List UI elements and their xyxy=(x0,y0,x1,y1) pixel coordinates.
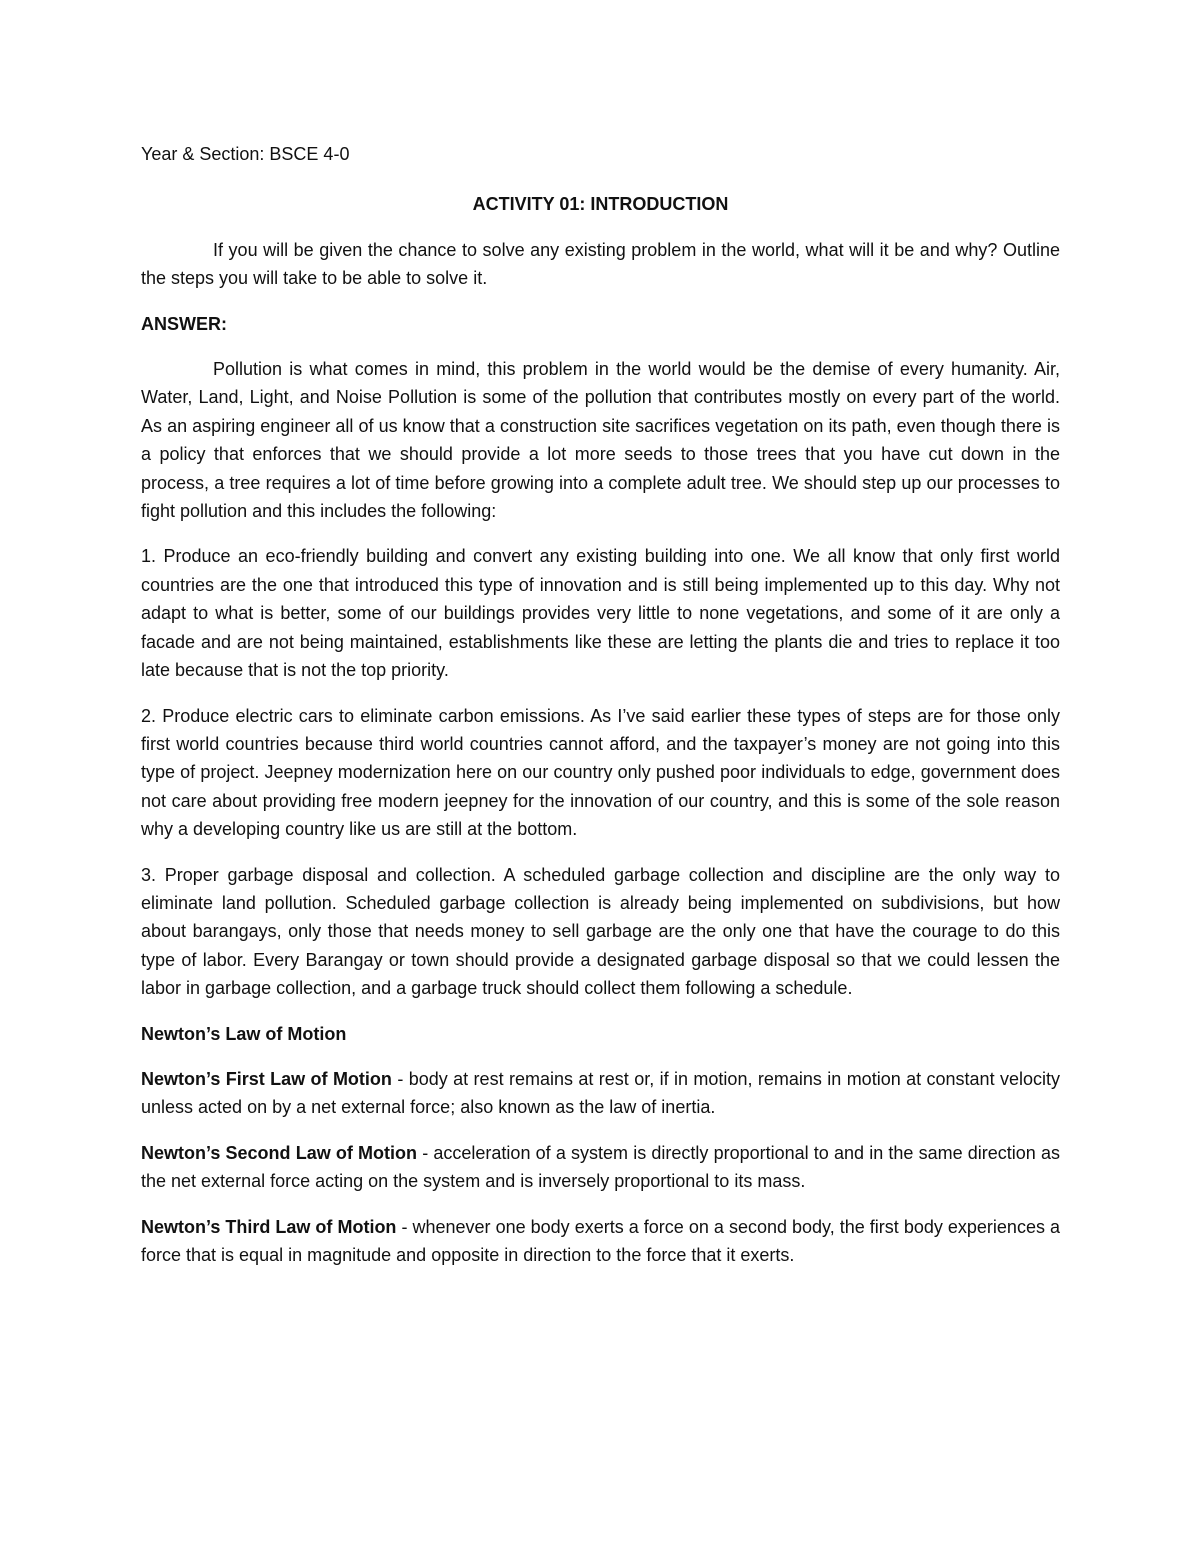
question-text: If you will be given the chance to solve any existing problem in the world, what will it be and why? Outline the steps you will take to be able to solve it. xyxy=(141,239,1060,289)
step-number: 2. xyxy=(141,705,157,726)
step-1 xyxy=(141,542,1060,684)
page-title: ACTIVITY 01: INTRODUCTION xyxy=(472,194,729,215)
step-text: Proper garbage disposal and collection. A scheduled garbage collection and discipline are the only way to eliminate land pollution. Scheduled garbage collection is already being implemented on subdivisions, but how about barangays, only those that needs money to sell garbage are the only one that have the courage to do this type of labor. Every Barangay or town should provide a designated garbage disposal so that we could lessen the labor in garbage collection, and a garbage truck should collect them following a schedule. xyxy=(141,864,1060,999)
intro-paragraph: Pollution is what comes in mind, this problem in the world would be the demise of every humanity. Air, Water, Land, Light, and Noise Pollution is some of the pollution that contributes mostly on every part of the world. As an aspiring engineer all of us know that a construction site sacrifices vegetation on its path, even though there is a policy that enforces that we should provide a lot more seeds to those trees that you have cut down in the process, a tree requires a lot of time before growing into a complete adult tree. We should step up our processes to fight pollution and this includes the following: xyxy=(141,359,1060,522)
year-section-line: Year & Section: BSCE 4-0 xyxy=(141,144,350,164)
step-text: Produce electric cars to eliminate carbon emissions. As I’ve said earlier these types of steps are for those only first world countries because third world countries cannot afford, and the taxpayer’s money are not going into this type of project. Jeepney modernization here on our country only pushed poor individuals to edge, government does not care about providing free modern jeepney for the innovation of our country, and this is some of the sole reason why a developing country like us are still at the bottom. xyxy=(141,705,1060,840)
step-number: 1. xyxy=(141,546,157,567)
law-text: - acceleration of a system is directly proportional to and in the same direction as the net external force acting on the system and is inversely proportional to its mass. xyxy=(141,1142,1061,1192)
step-text: Produce an eco-friendly building and convert any existing building into one. We all know that only first world countries are the one that introduced this type of innovation and is still being implemented up to this day. Why not adapt to what is better, some of our buildings provides very little to none vegetations, and some of it are only a facade and are not being maintained, establishments like these are letting the plants die and tries to replace it too late because that is not the top priority. xyxy=(141,546,1060,681)
answer-label: ANSWER: xyxy=(141,313,227,334)
law-text: - body at rest remains at rest or, if in motion, remains in motion at constant velocity unless acted on by a net external force; also known as the law of inertia. xyxy=(141,1068,1060,1118)
document-page xyxy=(141,140,1060,1286)
law-name: Newton’s Third Law of Motion xyxy=(141,1216,397,1237)
law-name: Newton’s Second Law of Motion xyxy=(141,1142,418,1163)
step-2 xyxy=(141,702,1060,844)
step-3 xyxy=(141,861,1060,1003)
newton-law-1 xyxy=(141,1065,1060,1122)
newton-law-2 xyxy=(141,1139,1060,1196)
newton-heading: Newton’s Law of Motion xyxy=(141,1023,347,1044)
law-text: - whenever one body exerts a force on a second body, the first body experiences a force that is equal in magnitude and opposite in direction to the force that it exerts. xyxy=(141,1216,1060,1265)
step-number: 3. xyxy=(141,864,157,885)
law-name: Newton’s First Law of Motion xyxy=(141,1068,392,1089)
newton-law-3 xyxy=(141,1213,1060,1270)
